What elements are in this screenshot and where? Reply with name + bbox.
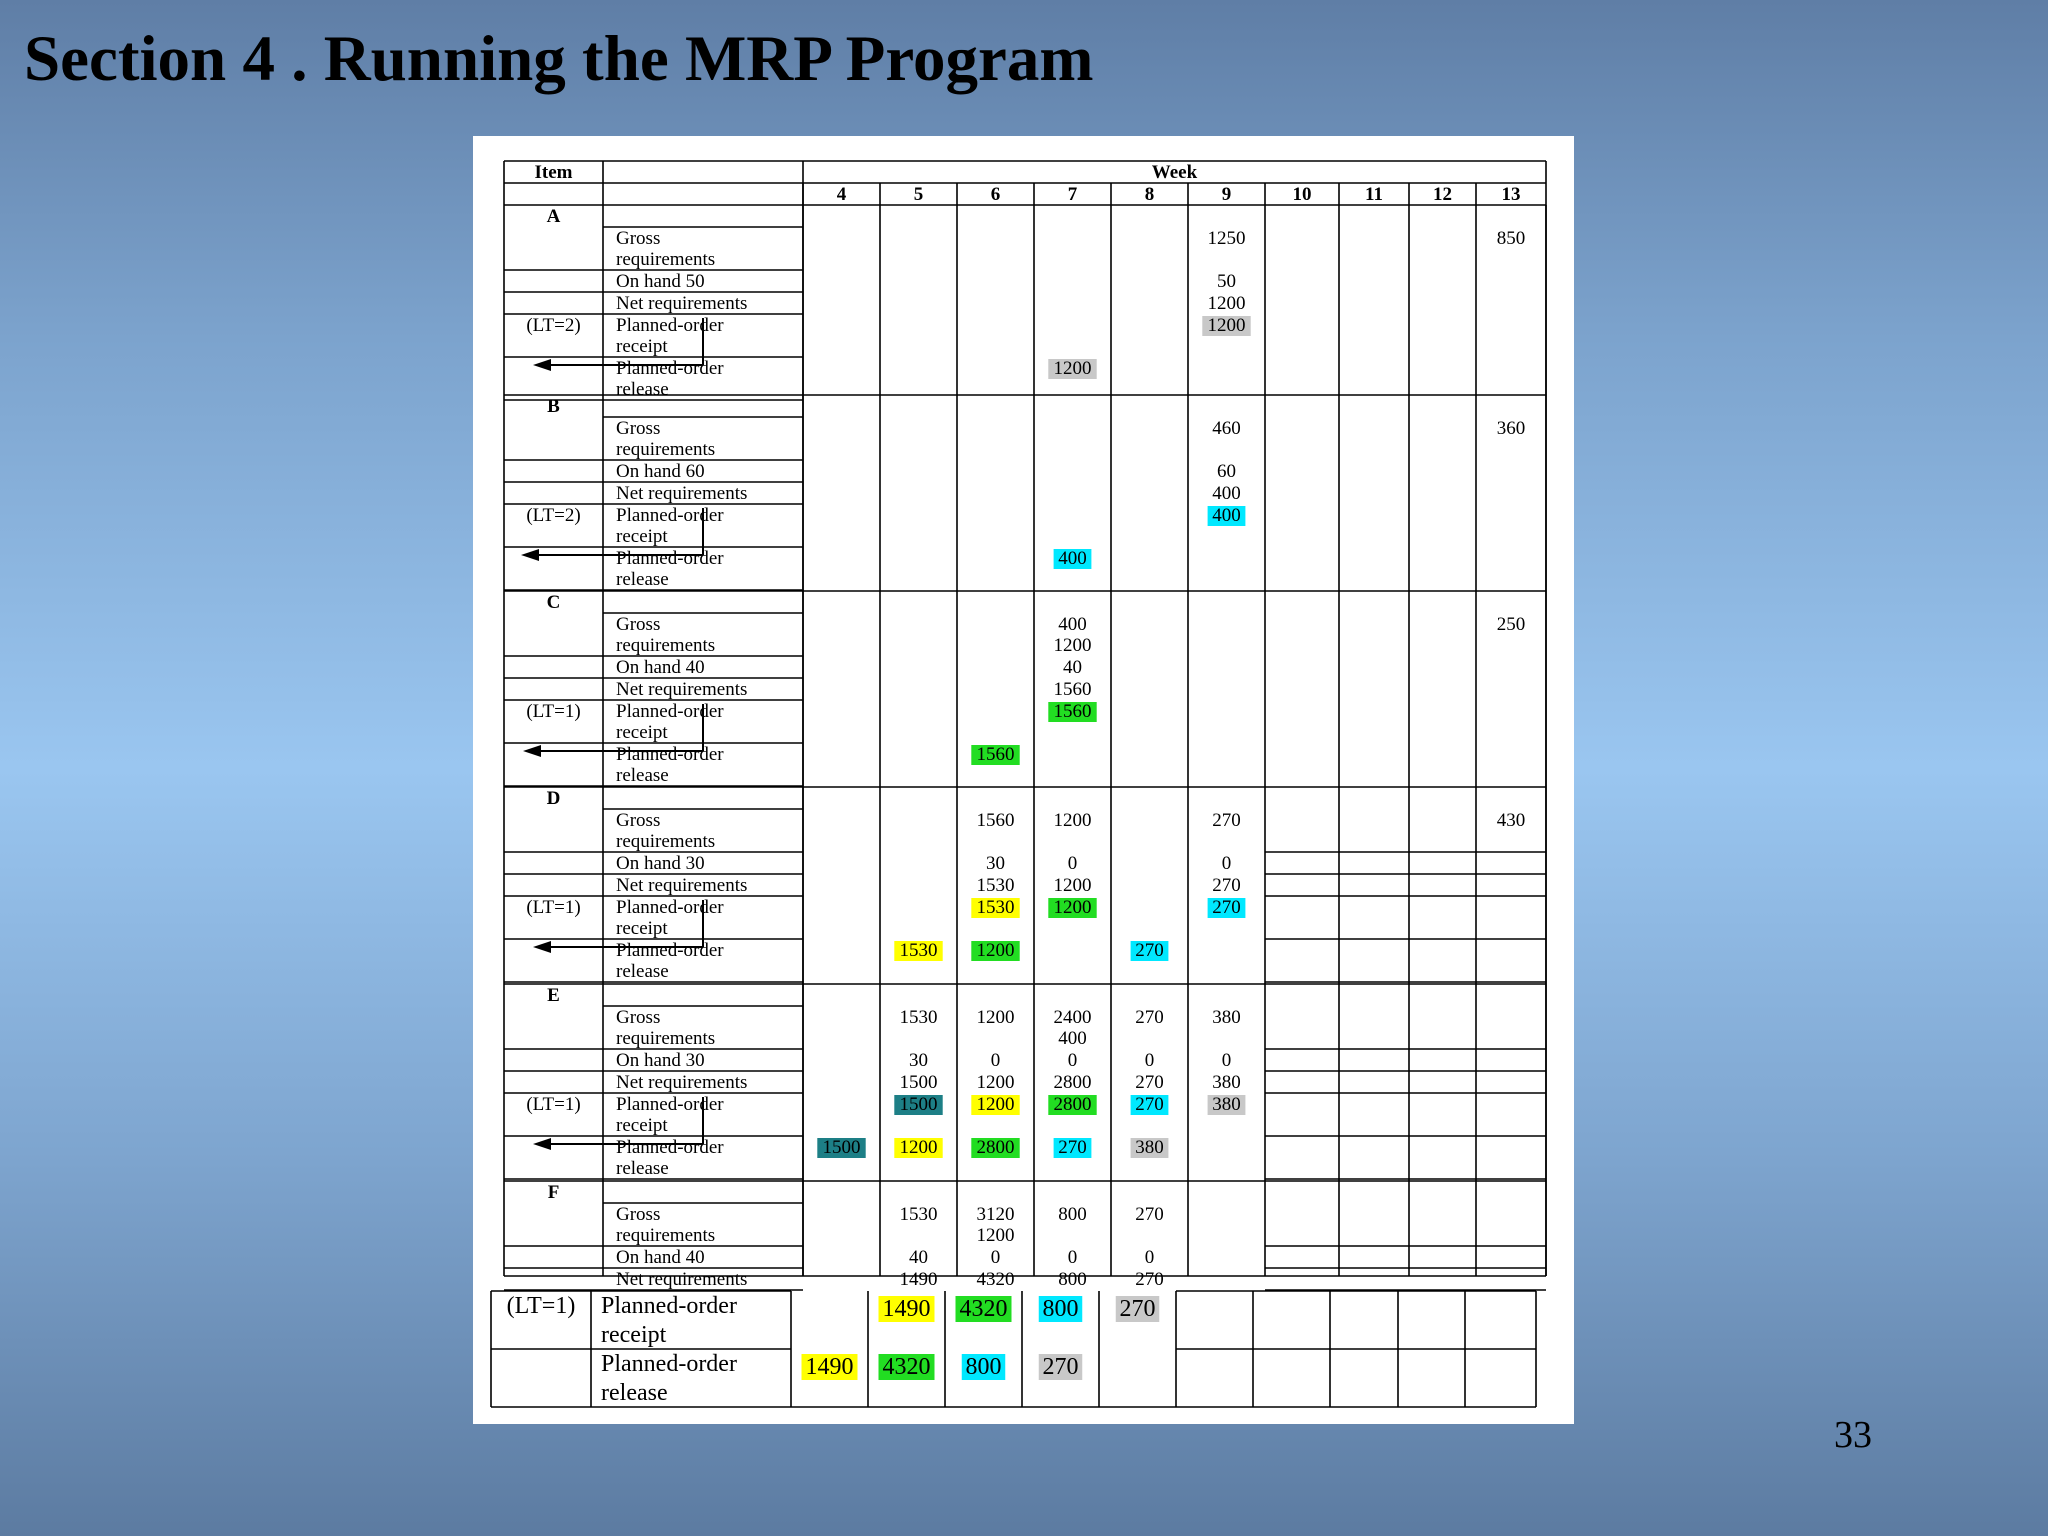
bottom-cell-0-w8: 270 <box>1119 1296 1156 1322</box>
cell-E-r3-w9: 380 <box>1212 1094 1241 1115</box>
arrow-head-D <box>533 941 551 953</box>
cell-F-r0-w5: 1530 <box>899 1204 938 1225</box>
bottom-row-label-0: Planned-order <box>601 1293 737 1319</box>
row-label-E-1: On hand 30 <box>616 1050 705 1071</box>
row-label-C-4: Planned-order <box>616 744 724 765</box>
arrow-head-A <box>533 359 551 371</box>
lead-time-A: (LT=2) <box>526 315 581 336</box>
cell-B-r3-w9: 400 <box>1212 505 1241 526</box>
row-label-E-4: release <box>616 1158 669 1179</box>
item-name-B: B <box>547 396 560 417</box>
cell-F-r2-w6: 4320 <box>976 1269 1015 1290</box>
bottom-cell-1-w5: 4320 <box>882 1354 931 1380</box>
bottom-cell-1-w4: 1490 <box>805 1354 854 1380</box>
row-label-A-3: Planned-order <box>616 315 724 336</box>
cell-E-r1-w9: 0 <box>1221 1050 1232 1071</box>
cell-E-r3-w5: 1500 <box>899 1094 938 1115</box>
cell-B-r4-w7: 400 <box>1058 548 1087 569</box>
week-number-13: 13 <box>1501 184 1521 205</box>
cell-A-r3-w9: 1200 <box>1207 315 1246 336</box>
cell-D-r4-w6: 1200 <box>976 940 1015 961</box>
cell-F-r0-w6: 3120 <box>976 1204 1015 1225</box>
mrp-table-document <box>473 136 1574 1424</box>
bottom-cell-0-w5: 1490 <box>882 1296 931 1322</box>
cell-D-r2-w9: 270 <box>1212 875 1241 896</box>
cell-A-r0-w13: 850 <box>1496 228 1526 249</box>
bottom-row-label-0: receipt <box>601 1322 667 1348</box>
row-label-C-3: Planned-order <box>616 701 724 722</box>
mrp-table <box>473 136 1574 1424</box>
cell-E-r0-w9: 380 <box>1212 1007 1241 1028</box>
row-label-D-3: Planned-order <box>616 897 724 918</box>
row-label-A-1: On hand 50 <box>616 271 705 292</box>
cell-F-r0-w6: 1200 <box>976 1225 1015 1246</box>
cell-D-r4-w8: 270 <box>1135 940 1164 961</box>
cell-B-r0-w9: 460 <box>1212 418 1241 439</box>
cell-D-r1-w7: 0 <box>1067 853 1078 874</box>
arrow-head-E <box>533 1138 551 1150</box>
cell-E-r2-w5: 1500 <box>899 1072 938 1093</box>
item-name-E: E <box>547 985 560 1006</box>
week-number-6: 6 <box>990 184 1001 205</box>
week-number-12: 12 <box>1433 184 1452 205</box>
row-label-D-0: Gross <box>616 810 661 831</box>
cell-C-r0-w7: 1200 <box>1053 635 1092 656</box>
row-label-E-2: Net requirements <box>616 1072 748 1093</box>
cell-E-r0-w5: 1530 <box>899 1007 938 1028</box>
cell-C-r1-w7: 40 <box>1063 657 1082 678</box>
lead-time-C: (LT=1) <box>526 701 581 722</box>
row-label-C-0: requirements <box>616 635 716 656</box>
cell-E-r1-w7: 0 <box>1067 1050 1078 1071</box>
week-number-8: 8 <box>1144 184 1155 205</box>
cell-F-r0-w7: 800 <box>1058 1204 1087 1225</box>
week-number-9: 9 <box>1221 184 1232 205</box>
week-header: Week <box>1151 162 1198 183</box>
cell-E-r1-w5: 30 <box>909 1050 928 1071</box>
cell-E-r4-w8: 380 <box>1135 1137 1164 1158</box>
row-label-B-2: Net requirements <box>616 483 748 504</box>
arrow-head-B <box>521 549 539 561</box>
row-label-A-0: Gross <box>616 228 661 249</box>
cell-E-r0-w6: 1200 <box>976 1007 1015 1028</box>
row-label-B-0: Gross <box>616 418 661 439</box>
week-number-5: 5 <box>913 184 924 205</box>
cell-E-r2-w8: 270 <box>1135 1072 1164 1093</box>
cell-D-r2-w6: 1530 <box>976 875 1015 896</box>
week-number-11: 11 <box>1365 184 1383 205</box>
row-label-C-3: receipt <box>616 722 668 743</box>
row-label-B-3: Planned-order <box>616 505 724 526</box>
cell-C-r2-w7: 1560 <box>1053 679 1092 700</box>
cell-D-r0-w13: 430 <box>1496 810 1526 831</box>
cell-F-r0-w8: 270 <box>1135 1204 1164 1225</box>
week-number-10: 10 <box>1292 184 1312 205</box>
cell-A-r1-w9: 50 <box>1217 271 1236 292</box>
cell-C-r0-w7: 400 <box>1058 614 1087 635</box>
bottom-cell-0-w6: 4320 <box>959 1296 1008 1322</box>
row-label-B-1: On hand 60 <box>616 461 705 482</box>
row-label-B-3: receipt <box>616 526 668 547</box>
item-name-C: C <box>546 592 561 613</box>
lead-time-E: (LT=1) <box>526 1094 581 1115</box>
cell-E-r2-w6: 1200 <box>976 1072 1015 1093</box>
cell-E-r2-w9: 380 <box>1212 1072 1241 1093</box>
cell-D-r0-w6: 1560 <box>976 810 1015 831</box>
row-label-D-3: receipt <box>616 918 668 939</box>
bottom-cell-1-w6: 800 <box>965 1354 1002 1380</box>
cell-D-r1-w6: 30 <box>986 853 1005 874</box>
item-header: Item <box>534 162 573 183</box>
cell-B-r2-w9: 400 <box>1212 483 1241 504</box>
lead-time-B: (LT=2) <box>526 505 581 526</box>
row-label-A-2: Net requirements <box>616 293 748 314</box>
week-number-7: 7 <box>1067 184 1078 205</box>
row-label-B-4: release <box>616 569 669 590</box>
row-label-F-2: Net requirements <box>616 1269 748 1290</box>
row-label-A-4: Planned-order <box>616 358 724 379</box>
cell-E-r2-w7: 2800 <box>1053 1072 1092 1093</box>
cell-E-r4-w5: 1200 <box>899 1137 938 1158</box>
cell-E-r1-w6: 0 <box>990 1050 1001 1071</box>
row-label-F-0: requirements <box>616 1225 716 1246</box>
bottom-lead-time: (LT=1) <box>506 1293 576 1319</box>
cell-A-r2-w9: 1200 <box>1207 293 1246 314</box>
cell-F-r2-w5: 1490 <box>899 1269 938 1290</box>
cell-D-r0-w7: 1200 <box>1053 810 1092 831</box>
cell-D-r0-w9: 270 <box>1212 810 1241 831</box>
cell-E-r3-w7: 2800 <box>1053 1094 1092 1115</box>
cell-E-r0-w8: 270 <box>1135 1007 1164 1028</box>
bottom-cell-1-w7: 270 <box>1042 1354 1079 1380</box>
cell-D-r1-w9: 0 <box>1221 853 1232 874</box>
cell-D-r4-w5: 1530 <box>899 940 938 961</box>
row-label-D-0: requirements <box>616 831 716 852</box>
row-label-C-2: Net requirements <box>616 679 748 700</box>
cell-F-r1-w8: 0 <box>1144 1247 1155 1268</box>
cell-F-r2-w7: 800 <box>1058 1269 1087 1290</box>
row-label-E-0: requirements <box>616 1028 716 1049</box>
cell-E-r4-w7: 270 <box>1058 1137 1087 1158</box>
cell-D-r3-w6: 1530 <box>976 897 1015 918</box>
cell-F-r1-w7: 0 <box>1067 1247 1078 1268</box>
row-label-D-2: Net requirements <box>616 875 748 896</box>
lead-time-D: (LT=1) <box>526 897 581 918</box>
row-label-E-4: Planned-order <box>616 1137 724 1158</box>
row-label-A-3: receipt <box>616 336 668 357</box>
bottom-row-label-1: Planned-order <box>601 1351 737 1377</box>
cell-C-r0-w13: 250 <box>1496 614 1526 635</box>
row-label-E-0: Gross <box>616 1007 661 1028</box>
cell-C-r3-w7: 1560 <box>1053 701 1092 722</box>
cell-E-r1-w8: 0 <box>1144 1050 1155 1071</box>
row-label-E-3: Planned-order <box>616 1094 724 1115</box>
cell-F-r1-w6: 0 <box>990 1247 1001 1268</box>
week-number-4: 4 <box>836 184 847 205</box>
cell-E-r4-w6: 2800 <box>976 1137 1015 1158</box>
cell-E-r0-w7: 2400 <box>1053 1007 1092 1028</box>
cell-D-r3-w9: 270 <box>1212 897 1241 918</box>
row-label-A-0: requirements <box>616 249 716 270</box>
row-label-E-3: receipt <box>616 1115 668 1136</box>
row-label-C-4: release <box>616 765 669 786</box>
bottom-cell-0-w7: 800 <box>1042 1296 1079 1322</box>
cell-D-r2-w7: 1200 <box>1053 875 1092 896</box>
row-label-D-4: release <box>616 961 669 982</box>
row-label-B-4: Planned-order <box>616 548 724 569</box>
cell-B-r0-w13: 360 <box>1496 418 1526 439</box>
slide-title: Section 4 . Running the MRP Program <box>24 23 1094 95</box>
row-label-F-1: On hand 40 <box>616 1247 705 1268</box>
row-label-A-4: release <box>616 379 669 400</box>
row-label-D-1: On hand 30 <box>616 853 705 874</box>
arrow-head-C <box>523 745 541 757</box>
cell-D-r3-w7: 1200 <box>1053 897 1092 918</box>
cell-E-r3-w8: 270 <box>1135 1094 1164 1115</box>
page-number: 33 <box>1834 1414 1872 1456</box>
row-label-F-0: Gross <box>616 1204 661 1225</box>
cell-E-r3-w6: 1200 <box>976 1094 1015 1115</box>
cell-E-r4-w4: 1500 <box>822 1137 861 1158</box>
bottom-row-label-1: release <box>601 1380 668 1406</box>
cell-F-r2-w8: 270 <box>1135 1269 1164 1290</box>
item-name-F: F <box>547 1182 560 1203</box>
row-label-C-0: Gross <box>616 614 661 635</box>
cell-A-r4-w7: 1200 <box>1053 358 1092 379</box>
row-label-B-0: requirements <box>616 439 716 460</box>
cell-F-r1-w5: 40 <box>909 1247 928 1268</box>
cell-C-r4-w6: 1560 <box>976 744 1015 765</box>
item-name-D: D <box>546 788 561 809</box>
cell-E-r0-w7: 400 <box>1058 1028 1087 1049</box>
row-label-D-4: Planned-order <box>616 940 724 961</box>
cell-A-r0-w9: 1250 <box>1207 228 1246 249</box>
cell-B-r1-w9: 60 <box>1217 461 1236 482</box>
row-label-C-1: On hand 40 <box>616 657 705 678</box>
item-name-A: A <box>546 206 561 227</box>
